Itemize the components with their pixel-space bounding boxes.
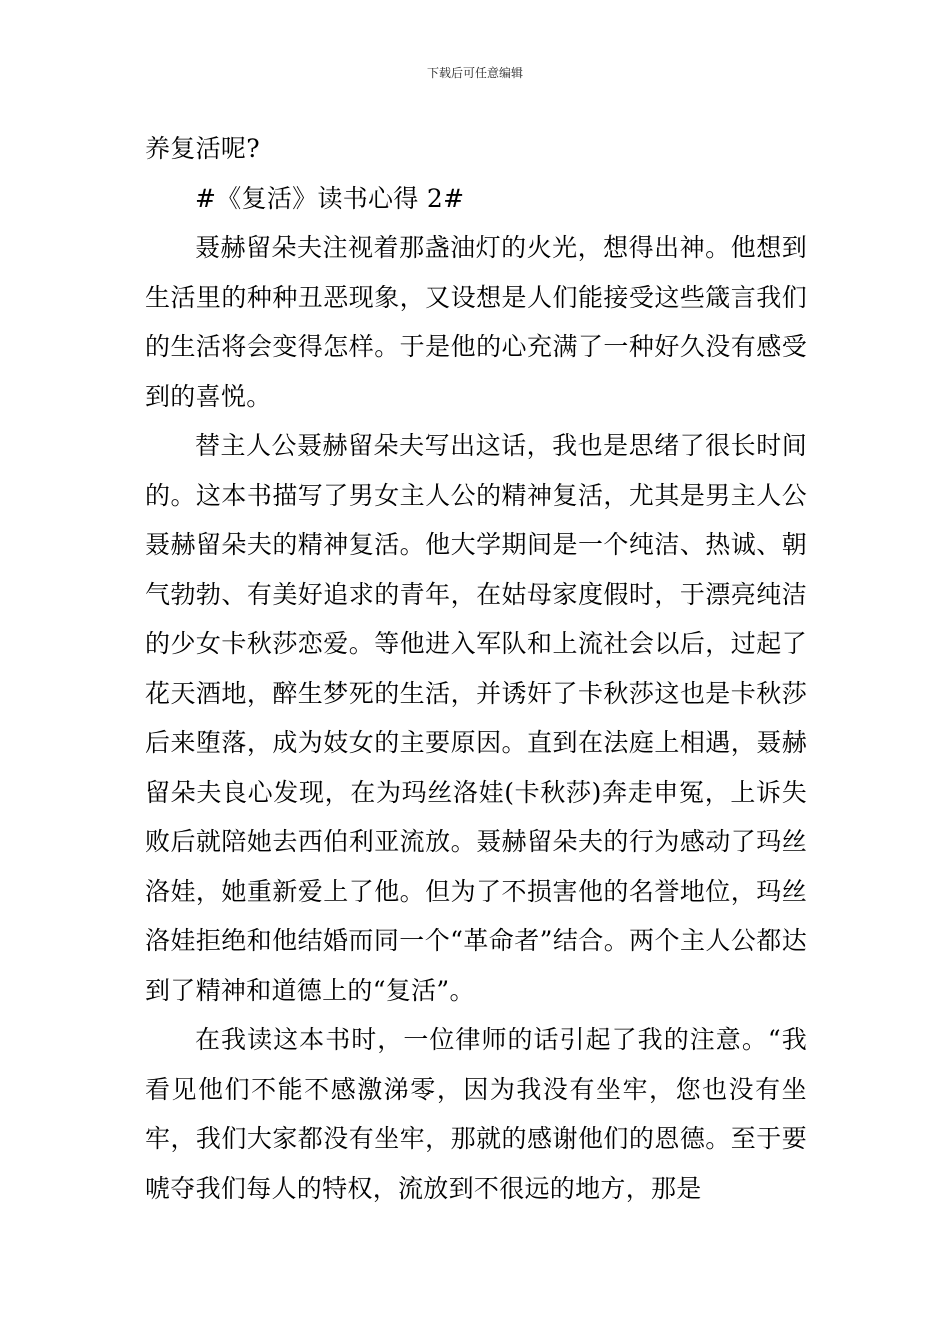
section-title: #《复活》读书心得 2# [195,183,465,213]
document-body [145,124,807,1213]
paragraph: 替主人公聂赫留朵夫写出这话，我也是思绪了很长时间的。这本书描写了男女主人公的精神复活，尤其是男主人公聂赫留朵夫的精神复活。他大学期间是一个纯洁、热诚、朝气勃勃、有美好追求的青年，在姑母家度假时，于漂亮纯洁的少女卡秋莎恋爱。等他进入军队和上流社会以后，过起了花天酒地，醉生梦死的生活，并诱奸了卡秋莎这也是卡秋莎后来堕落，成为妓女的主要原因。直到在法庭上相遇，聂赫留朵夫良心发现，在为玛丝洛娃(卡秋莎)奔走申冤，上诉失败后就陪她去西伯利亚流放。聂赫留朵夫的行为感动了玛丝洛娃，她重新爱上了他。但为了不损害他的名誉地位，玛丝洛娃拒绝和他结婚而同一个“革命者”结合。两个主人公都达到了精神和道德上的“复活”。 [145,431,807,1005]
paragraph: 在我读这本书时，一位律师的话引起了我的注意。“我看见他们不能不感激涕零，因为我没有坐牢，您也没有坐牢，我们大家都没有坐牢，那就的感谢他们的恩德。至于要唬夺我们每人的特权，流放到不很远的地方，那是 [145,1025,807,1203]
paragraph: 聂赫留朵夫注视着那盏油灯的火光，想得出神。他想到生活里的种种丑恶现象，又设想是人们能接受这些箴言我们的生活将会变得怎样。于是他的心充满了一种好久没有感受到的喜悦。 [145,233,807,411]
continuation-text: 养复活呢? [145,134,260,163]
page-header: 下载后可任意编辑 [426,66,523,80]
